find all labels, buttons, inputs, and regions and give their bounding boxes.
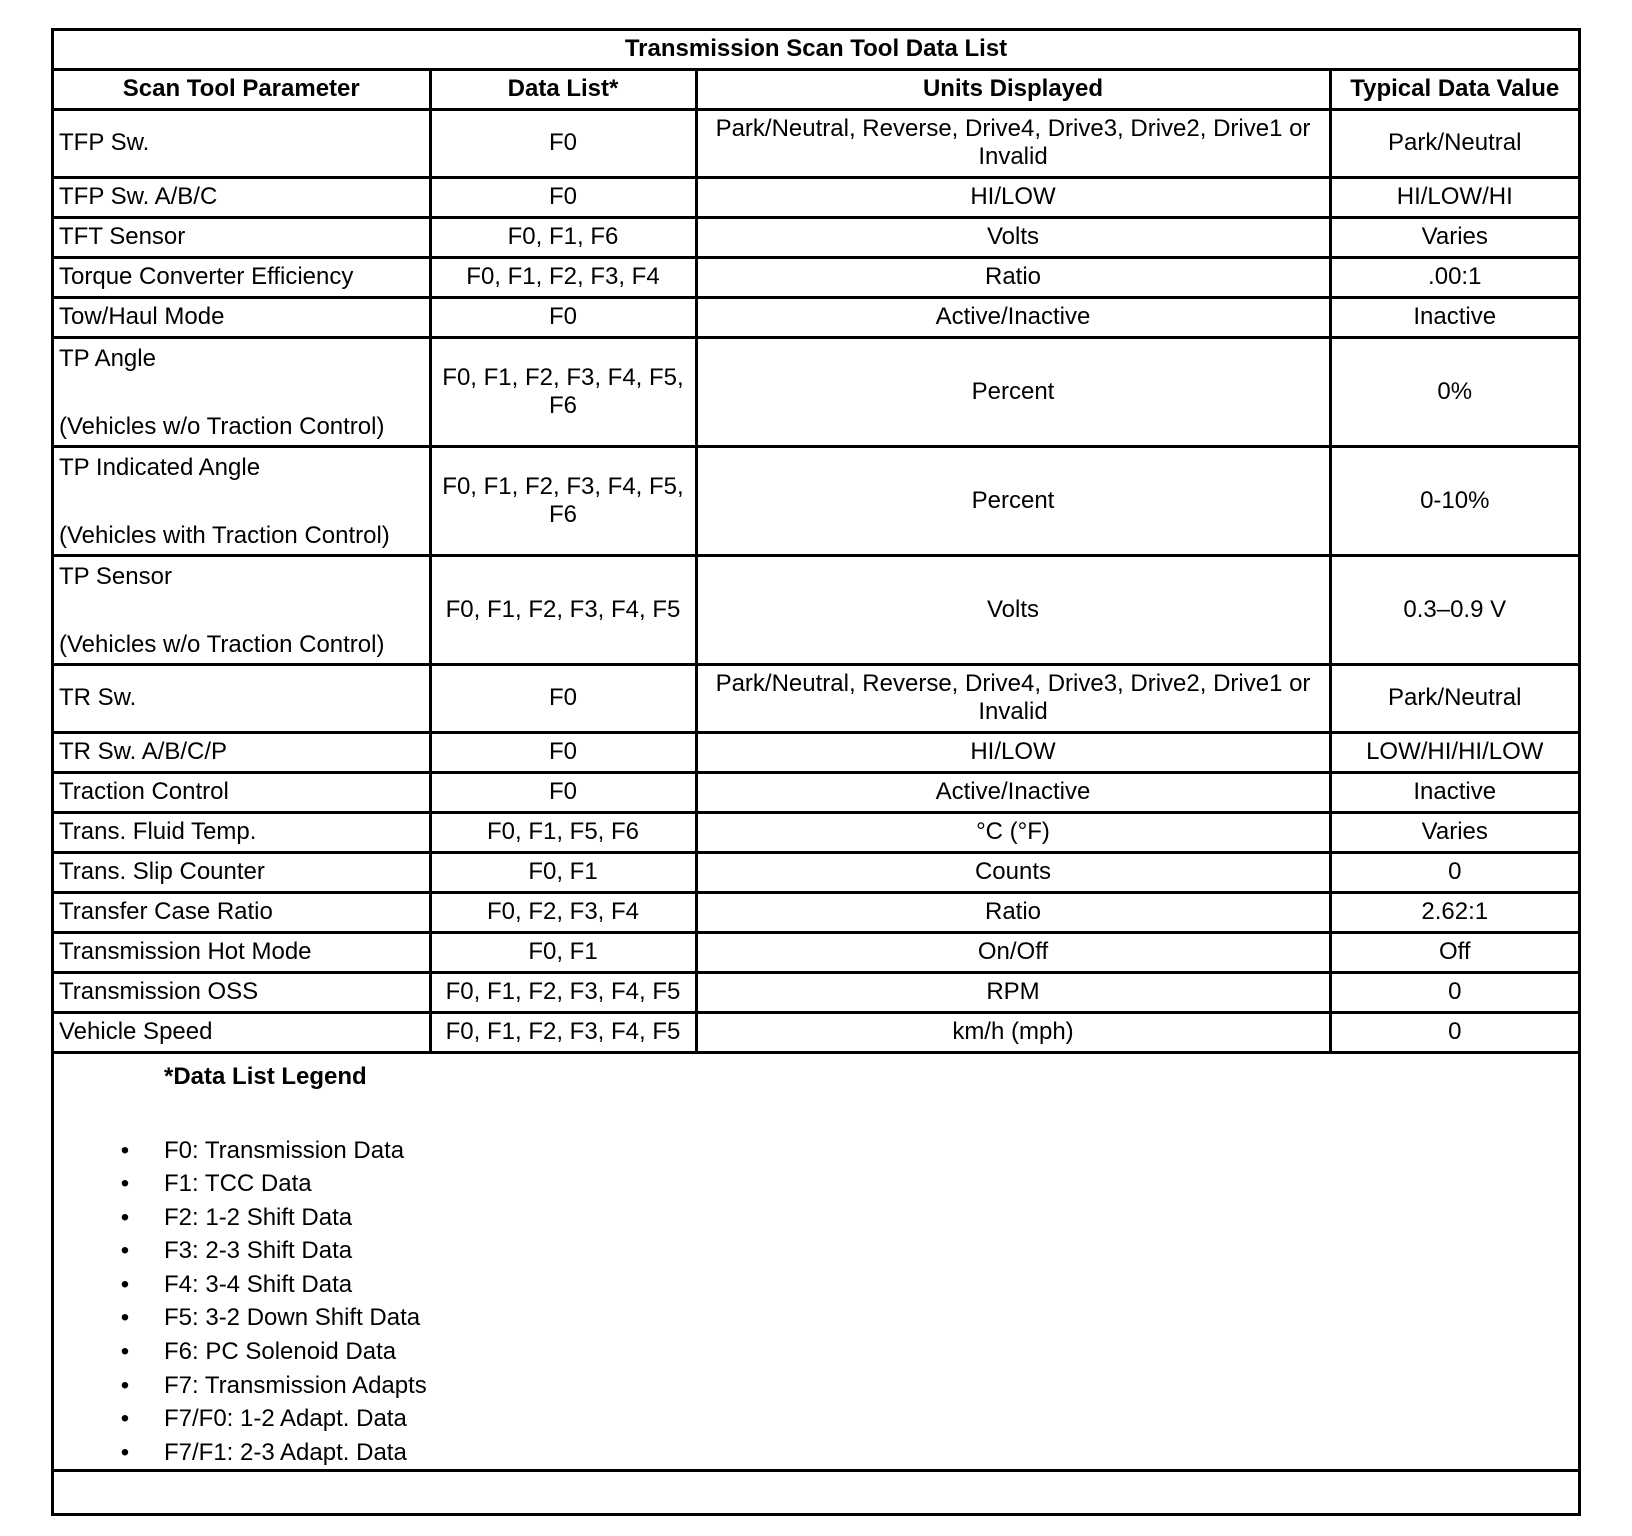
table-row <box>54 217 1578 257</box>
units-cell: Volts <box>696 217 1330 257</box>
typical-value-cell: 0% <box>1330 337 1578 446</box>
data-list-cell: F0 <box>430 109 696 177</box>
units-cell: Counts <box>696 852 1330 892</box>
data-list-cell: F0, F1, F2, F3, F4, F5 <box>430 972 696 1012</box>
legend-item <box>59 1335 1573 1369</box>
bullet-icon: • <box>120 1237 130 1265</box>
data-list-cell: F0, F2, F3, F4 <box>430 892 696 932</box>
legend-item <box>59 1369 1573 1403</box>
data-list-cell: F0 <box>430 177 696 217</box>
units-cell: Active/Inactive <box>696 297 1330 337</box>
typical-value-cell: Off <box>1330 932 1578 972</box>
table-row <box>54 772 1578 812</box>
table-row <box>54 337 1578 446</box>
table-row <box>54 257 1578 297</box>
param-label: TP Sensor <box>59 562 172 590</box>
units-cell: °C (°F) <box>696 812 1330 852</box>
legend-cell <box>54 1052 1578 1471</box>
param-label: TP Angle <box>59 344 156 372</box>
data-list-cell: F0, F1, F5, F6 <box>430 812 696 852</box>
data-list-cell: F0 <box>430 297 696 337</box>
data-list-cell: F0 <box>430 732 696 772</box>
typical-value-cell: Park/Neutral <box>1330 109 1578 177</box>
units-cell: Active/Inactive <box>696 772 1330 812</box>
table-row <box>54 446 1578 555</box>
legend-item <box>59 1134 1573 1168</box>
units-cell: Percent <box>696 337 1330 446</box>
legend-item-text: F3: 2-3 Shift Data <box>164 1237 353 1265</box>
bullet-icon: • <box>120 1203 130 1231</box>
table-row <box>54 732 1578 772</box>
data-list-cell: F0, F1, F2, F3, F4 <box>430 257 696 297</box>
param-qualifier: (Vehicles w/o Traction Control) <box>59 412 385 440</box>
data-list-cell: F0, F1 <box>430 932 696 972</box>
param-cell: Traction Control <box>54 772 430 812</box>
units-cell: RPM <box>696 972 1330 1012</box>
legend-item-text: F5: 3-2 Down Shift Data <box>164 1304 421 1332</box>
param-cell: TR Sw. A/B/C/P <box>54 732 430 772</box>
units-cell: Percent <box>696 446 1330 555</box>
legend-item <box>59 1268 1573 1302</box>
bullet-icon: • <box>120 1136 130 1164</box>
bullet-icon: • <box>120 1304 130 1332</box>
table-row <box>54 177 1578 217</box>
typical-value-cell: .00:1 <box>1330 257 1578 297</box>
data-list-cell: F0 <box>430 772 696 812</box>
header-data-list: Data List* <box>430 69 696 109</box>
legend-item <box>59 1201 1573 1235</box>
data-list-cell: F0, F1, F2, F3, F4, F5 <box>430 1012 696 1052</box>
units-cell: Park/Neutral, Reverse, Drive4, Drive3, Drive2, Drive1 or Invalid <box>696 664 1330 732</box>
legend-item-text: F4: 3-4 Shift Data <box>164 1270 353 1298</box>
typical-value-cell: 0 <box>1330 1012 1578 1052</box>
scan-tool-data-table <box>54 31 1578 1472</box>
typical-value-cell: Park/Neutral <box>1330 664 1578 732</box>
table-title-row <box>54 31 1578 69</box>
legend-item-text: F7/F0: 1-2 Adapt. Data <box>164 1405 407 1433</box>
header-units-displayed: Units Displayed <box>696 69 1330 109</box>
legend-row <box>54 1052 1578 1471</box>
legend-item-text: F0: Transmission Data <box>164 1136 405 1164</box>
data-list-cell: F0, F1, F2, F3, F4, F5 <box>430 555 696 664</box>
typical-value-cell: Inactive <box>1330 772 1578 812</box>
header-typical-data-value: Typical Data Value <box>1330 69 1578 109</box>
data-list-cell: F0, F1, F2, F3, F4, F5, F6 <box>430 446 696 555</box>
typical-value-cell: LOW/HI/HI/LOW <box>1330 732 1578 772</box>
bullet-icon: • <box>120 1338 130 1366</box>
table-header-row <box>54 69 1578 109</box>
param-cell <box>54 446 430 555</box>
bullet-icon: • <box>120 1438 130 1466</box>
table-row <box>54 812 1578 852</box>
table-row <box>54 932 1578 972</box>
units-cell: Ratio <box>696 892 1330 932</box>
typical-value-cell: Varies <box>1330 812 1578 852</box>
table-row <box>54 852 1578 892</box>
param-cell: TFP Sw. A/B/C <box>54 177 430 217</box>
param-label: TP Indicated Angle <box>59 453 261 481</box>
units-cell: HI/LOW <box>696 177 1330 217</box>
legend-list <box>59 1134 1573 1470</box>
data-list-cell: F0, F1, F6 <box>430 217 696 257</box>
data-list-cell: F0 <box>430 664 696 732</box>
legend-item <box>59 1402 1573 1436</box>
bullet-icon: • <box>120 1270 130 1298</box>
units-cell: km/h (mph) <box>696 1012 1330 1052</box>
units-cell: On/Off <box>696 932 1330 972</box>
legend-item <box>59 1436 1573 1470</box>
param-cell: Torque Converter Efficiency <box>54 257 430 297</box>
typical-value-cell: Varies <box>1330 217 1578 257</box>
legend-item-text: F6: PC Solenoid Data <box>164 1338 397 1366</box>
typical-value-cell: 0 <box>1330 972 1578 1012</box>
param-cell: Vehicle Speed <box>54 1012 430 1052</box>
typical-value-cell: 0-10% <box>1330 446 1578 555</box>
legend-item-text: F7/F1: 2-3 Adapt. Data <box>164 1438 407 1466</box>
param-cell: TFP Sw. <box>54 109 430 177</box>
table-row <box>54 1012 1578 1052</box>
typical-value-cell: HI/LOW/HI <box>1330 177 1578 217</box>
legend-item-text: F2: 1-2 Shift Data <box>164 1203 353 1231</box>
param-qualifier: (Vehicles w/o Traction Control) <box>59 630 385 658</box>
table-row <box>54 664 1578 732</box>
typical-value-cell: 0.3–0.9 V <box>1330 555 1578 664</box>
param-cell: TR Sw. <box>54 664 430 732</box>
typical-value-cell: 0 <box>1330 852 1578 892</box>
param-cell <box>54 555 430 664</box>
header-scan-tool-parameter: Scan Tool Parameter <box>54 69 430 109</box>
typical-value-cell: 2.62:1 <box>1330 892 1578 932</box>
units-cell: Volts <box>696 555 1330 664</box>
typical-value-cell: Inactive <box>1330 297 1578 337</box>
data-list-cell: F0, F1, F2, F3, F4, F5, F6 <box>430 337 696 446</box>
param-qualifier: (Vehicles with Traction Control) <box>59 521 390 549</box>
table-row <box>54 892 1578 932</box>
legend-item <box>59 1167 1573 1201</box>
legend-item-text: F7: Transmission Adapts <box>164 1371 427 1399</box>
param-cell: Transfer Case Ratio <box>54 892 430 932</box>
table-row <box>54 109 1578 177</box>
legend-item <box>59 1234 1573 1268</box>
param-cell: Trans. Slip Counter <box>54 852 430 892</box>
param-cell <box>54 337 430 446</box>
param-cell: TFT Sensor <box>54 217 430 257</box>
bullet-icon: • <box>120 1371 130 1399</box>
legend-item <box>59 1301 1573 1335</box>
units-cell: Park/Neutral, Reverse, Drive4, Drive3, Drive2, Drive1 or Invalid <box>696 109 1330 177</box>
table-title: Transmission Scan Tool Data List <box>54 31 1578 69</box>
units-cell: Ratio <box>696 257 1330 297</box>
data-list-cell: F0, F1 <box>430 852 696 892</box>
bullet-icon: • <box>120 1170 130 1198</box>
param-cell: Transmission OSS <box>54 972 430 1012</box>
table-row <box>54 297 1578 337</box>
param-cell: Tow/Haul Mode <box>54 297 430 337</box>
table-row <box>54 972 1578 1012</box>
units-cell: HI/LOW <box>696 732 1330 772</box>
legend-title: *Data List Legend <box>164 1062 367 1090</box>
bullet-icon: • <box>120 1405 130 1433</box>
table-row <box>54 555 1578 664</box>
param-cell: Transmission Hot Mode <box>54 932 430 972</box>
legend-item-text: F1: TCC Data <box>164 1170 312 1198</box>
document-page <box>51 28 1581 1516</box>
param-cell: Trans. Fluid Temp. <box>54 812 430 852</box>
